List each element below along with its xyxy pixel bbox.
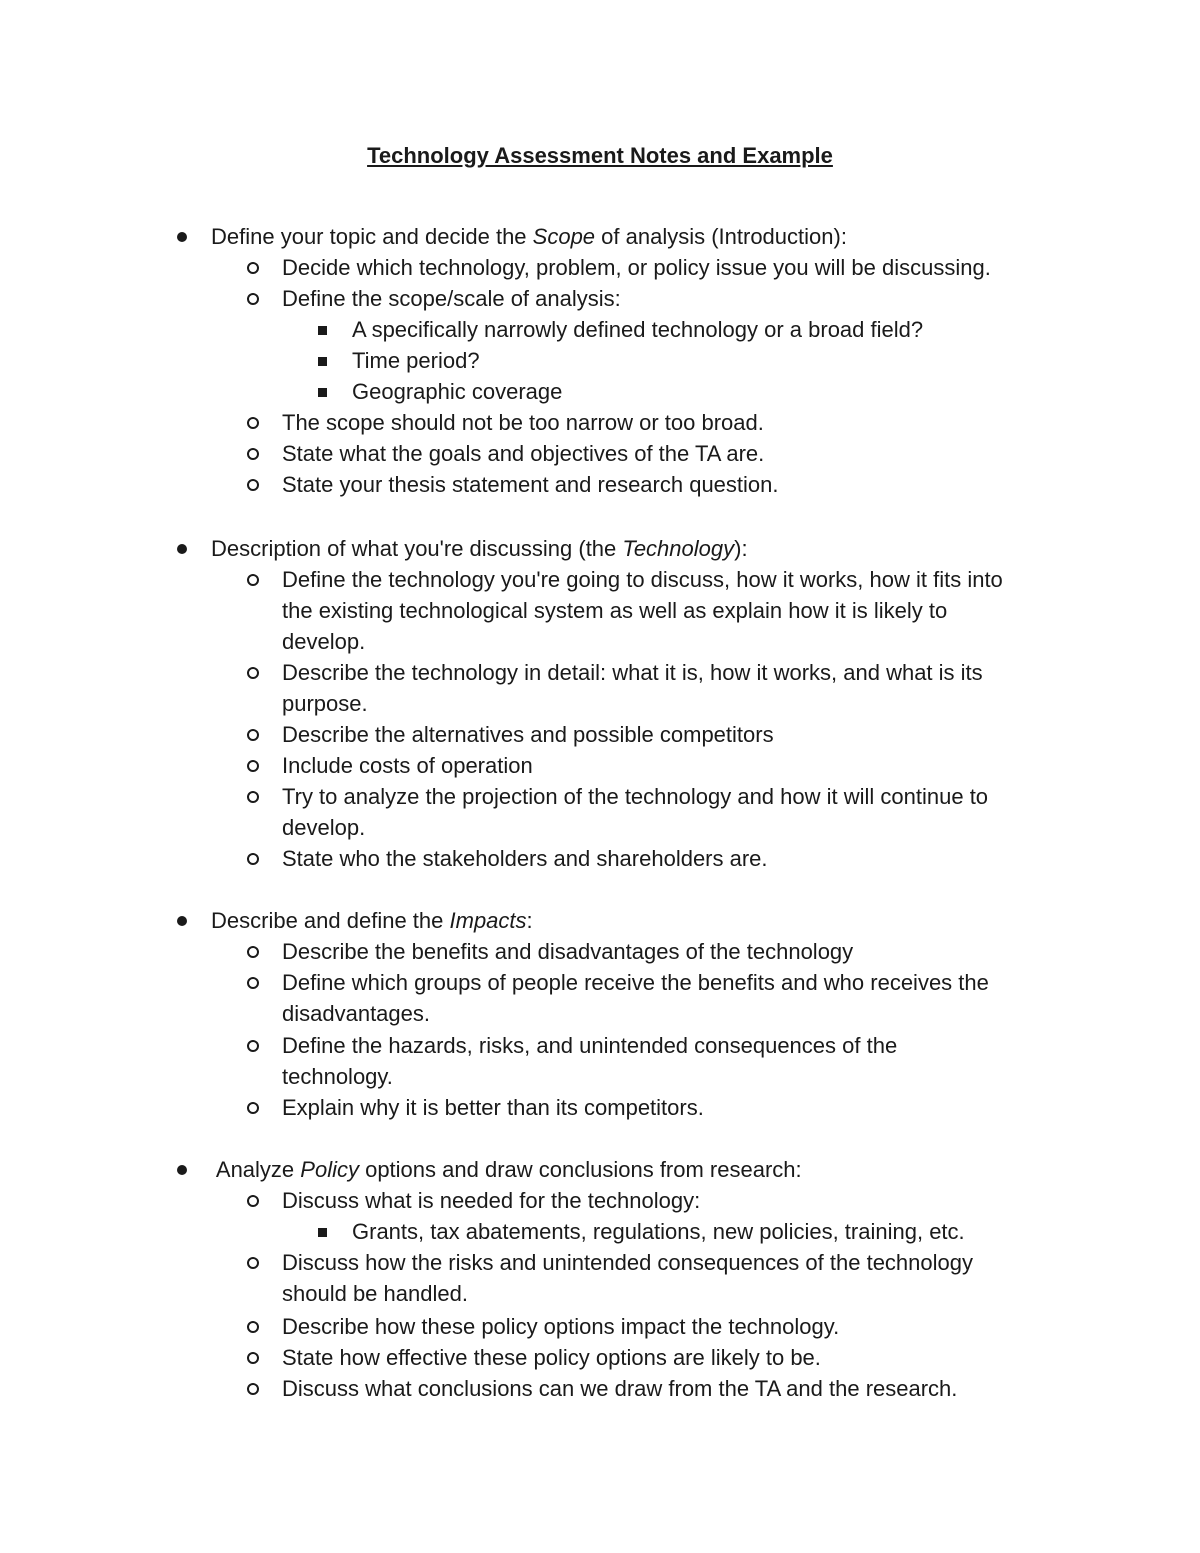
item-bullet-icon <box>247 750 259 781</box>
emphasis-impacts: Impacts <box>449 908 527 933</box>
section-heading-policy: Analyze Policy options and draw conclusions from research: <box>211 1157 802 1182</box>
item-bullet-icon <box>247 967 259 998</box>
emphasis-policy: Policy <box>300 1157 359 1182</box>
item-bullet-icon <box>247 843 259 874</box>
subitem-bullet-icon <box>318 1216 327 1247</box>
list-item-continuation: develop. <box>282 629 366 654</box>
list-item: Include costs of operation <box>282 753 533 778</box>
item-bullet-icon <box>247 252 259 283</box>
list-item: State your thesis statement and research question. <box>282 472 779 497</box>
list-item: Describe the technology in detail: what it is, how it works, and what is its <box>282 660 983 685</box>
subitem-bullet-icon <box>318 314 327 345</box>
item-bullet-icon <box>247 1030 259 1061</box>
list-item-continuation: technology. <box>282 1064 393 1089</box>
item-bullet-icon <box>247 1092 259 1123</box>
item-bullet-icon <box>247 1247 259 1278</box>
section-bullet-icon <box>177 221 187 252</box>
emphasis-scope: Scope <box>532 224 596 249</box>
list-item: Define which groups of people receive the benefits and who receives the <box>282 970 989 995</box>
item-bullet-icon <box>247 936 259 967</box>
list-item-continuation: disadvantages. <box>282 1001 430 1026</box>
subitem-bullet-icon <box>318 376 327 407</box>
section-heading-scope: Define your topic and decide the Scope of analysis (Introduction): <box>211 224 847 249</box>
list-item: Define the technology you're going to discuss, how it works, how it fits into <box>282 567 1003 592</box>
item-bullet-icon <box>247 564 259 595</box>
item-bullet-icon <box>247 438 259 469</box>
list-item: Describe the benefits and disadvantages of the technology <box>282 939 854 964</box>
item-bullet-icon <box>247 283 259 314</box>
list-item-continuation: should be handled. <box>282 1281 468 1306</box>
item-bullet-icon <box>247 407 259 438</box>
item-bullet-icon <box>247 1185 259 1216</box>
section-bullet-icon <box>177 533 187 564</box>
section-heading-impacts: Describe and define the Impacts: <box>211 908 533 933</box>
list-item: State what the goals and objectives of the TA are. <box>282 441 765 466</box>
list-item: Try to analyze the projection of the technology and how it will continue to <box>282 784 989 809</box>
list-item: Discuss how the risks and unintended consequences of the technology <box>282 1250 973 1275</box>
list-item: Decide which technology, problem, or policy issue you will be discussing. <box>282 255 991 280</box>
sub-list-item: Grants, tax abatements, regulations, new policies, training, etc. <box>352 1219 965 1244</box>
list-item: Define the scope/scale of analysis: <box>282 286 621 311</box>
item-bullet-icon <box>247 657 259 688</box>
item-bullet-icon <box>247 469 259 500</box>
item-bullet-icon <box>247 719 259 750</box>
list-item: Define the hazards, risks, and unintended consequences of the <box>282 1033 898 1058</box>
list-item: State how effective these policy options are likely to be. <box>282 1345 821 1370</box>
list-item: Describe how these policy options impact the technology. <box>282 1314 840 1339</box>
item-bullet-icon <box>247 781 259 812</box>
subitem-bullet-icon <box>318 345 327 376</box>
sub-list-item: Time period? <box>352 348 480 373</box>
list-item: Discuss what is needed for the technology: <box>282 1188 701 1213</box>
list-item: The scope should not be too narrow or too broad. <box>282 410 764 435</box>
list-item: Discuss what conclusions can we draw from the TA and the research. <box>282 1376 958 1401</box>
list-item-continuation: develop. <box>282 815 366 840</box>
section-bullet-icon <box>177 905 187 936</box>
emphasis-technology: Technology <box>622 536 735 561</box>
list-item: Explain why it is better than its competitors. <box>282 1095 704 1120</box>
list-item-continuation: purpose. <box>282 691 368 716</box>
list-item: Describe the alternatives and possible competitors <box>282 722 774 747</box>
section-bullet-icon <box>177 1154 187 1185</box>
list-item: State who the stakeholders and shareholders are. <box>282 846 768 871</box>
item-bullet-icon <box>247 1311 259 1342</box>
sub-list-item: Geographic coverage <box>352 379 563 404</box>
item-bullet-icon <box>247 1373 259 1404</box>
sub-list-item: A specifically narrowly defined technology or a broad field? <box>352 317 924 342</box>
document-title: Technology Assessment Notes and Example <box>367 143 833 168</box>
item-bullet-icon <box>247 1342 259 1373</box>
list-item-continuation: the existing technological system as well as explain how it is likely to <box>282 598 948 623</box>
section-heading-technology: Description of what you're discussing (the Technology): <box>211 536 748 561</box>
